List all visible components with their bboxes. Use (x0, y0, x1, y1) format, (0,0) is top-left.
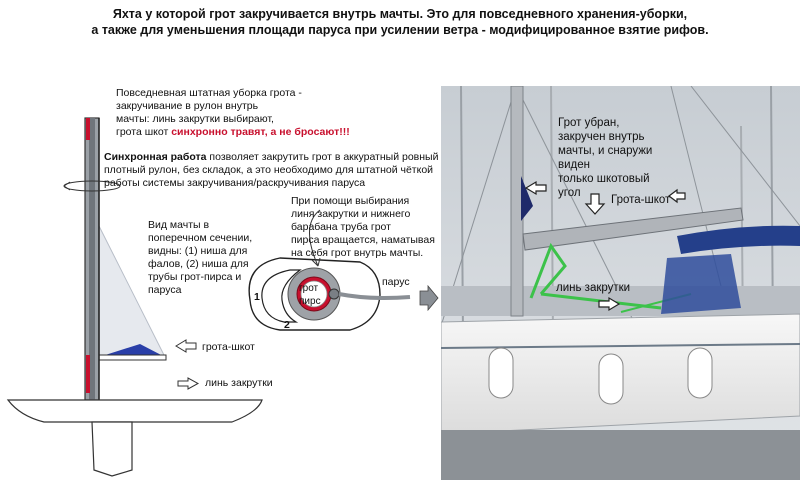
furling-line-arrow (178, 378, 198, 389)
photo-note-line: мачты, и снаружи (558, 145, 653, 157)
stowage-note (116, 87, 350, 139)
photo-note-line: закручен внутрь (558, 131, 645, 143)
stowage-note-line: Повседневная штатная уборка грота - (116, 87, 302, 99)
label-pirs: пирс (299, 296, 321, 307)
fender (599, 354, 623, 404)
mast-cross-section (249, 258, 438, 330)
sync-note-line: плотный рулон, без складок, а это необходимо для штатной чёткой (104, 164, 434, 176)
photo-note-line: Грот убран, (558, 117, 620, 129)
label-parus: парус (382, 276, 410, 288)
sync-note-bold: Синхронная работа (104, 151, 207, 163)
sync-note-text: позволяет закрутить грот в аккуратный ровный (206, 151, 439, 163)
photo-note-line: только шкотовый (558, 173, 650, 185)
drum-note-line: на себя грот внутрь мачты. (291, 247, 424, 259)
section-label-1: 1 (254, 291, 260, 303)
fender (489, 348, 513, 398)
drum-note-line: пирса вращается, наматывая (291, 234, 435, 246)
section-note-line: трубы грот-пирса и (148, 271, 242, 283)
sail-luff-point (329, 289, 339, 299)
photo-note (558, 116, 652, 200)
stowage-note-line: мачты: линь закрутки выбирают, (116, 113, 274, 125)
label-grot: грот (299, 283, 319, 294)
rotation-arrow (64, 182, 70, 190)
section-note-line: фалов, (2) ниша для (148, 258, 249, 270)
photo-note-line: угол (558, 187, 581, 199)
section-note-line: видны: (1) ниша для (148, 245, 248, 257)
sync-note-line: работы системы закручивания/раскручивания паруса (104, 177, 366, 189)
drum-note-line: линя закрутки и нижнего (291, 208, 411, 220)
stowage-warning: синхронно травят, а не бросают!!! (171, 126, 350, 138)
drum-note-line: барабана труба грот (291, 221, 391, 233)
mainsheet-arrow (176, 340, 196, 352)
drum-note-line: При помощи выбирания (291, 195, 410, 207)
water (441, 430, 800, 480)
fender (688, 348, 712, 398)
photo-note-line: виден (558, 159, 590, 171)
label-lin-zakrutki: линь закрутки (205, 377, 273, 389)
mast-bottom-red (86, 355, 90, 393)
label-grota-shkot: грота-шкот (202, 341, 255, 353)
section-note-line: паруса (148, 284, 182, 296)
photo-label-lin-zakrutki: линь закрутки (556, 282, 631, 294)
title-line-2: а также для уменьшения площади паруса при усилении ветра - модифицированное взятие рифов. (91, 23, 709, 37)
drum-note (291, 195, 435, 260)
sync-note-line (104, 151, 444, 164)
dodger (661, 254, 741, 314)
sync-note (104, 151, 444, 190)
photo-label-grota-shkot: Грота-шкот (611, 194, 671, 206)
stowage-note-line: закручивание в рулон внутрь (116, 100, 259, 112)
section-note (148, 219, 252, 297)
mast-top-red (86, 118, 90, 140)
section-note-line: Вид мачты в (148, 219, 210, 231)
sail-pull-arrow (420, 286, 438, 310)
boom (96, 355, 166, 360)
title-line-1: Яхта у которой грот закручивается внутрь мачты. Это для повседневного хранения-уборки, (112, 7, 688, 21)
keel (92, 422, 132, 476)
section-label-2: 2 (284, 319, 290, 331)
stowage-note-text: грота шкот (116, 126, 172, 138)
hull (8, 400, 262, 422)
section-note-line: поперечном сечении, (148, 232, 253, 244)
stowage-note-line (116, 126, 350, 139)
